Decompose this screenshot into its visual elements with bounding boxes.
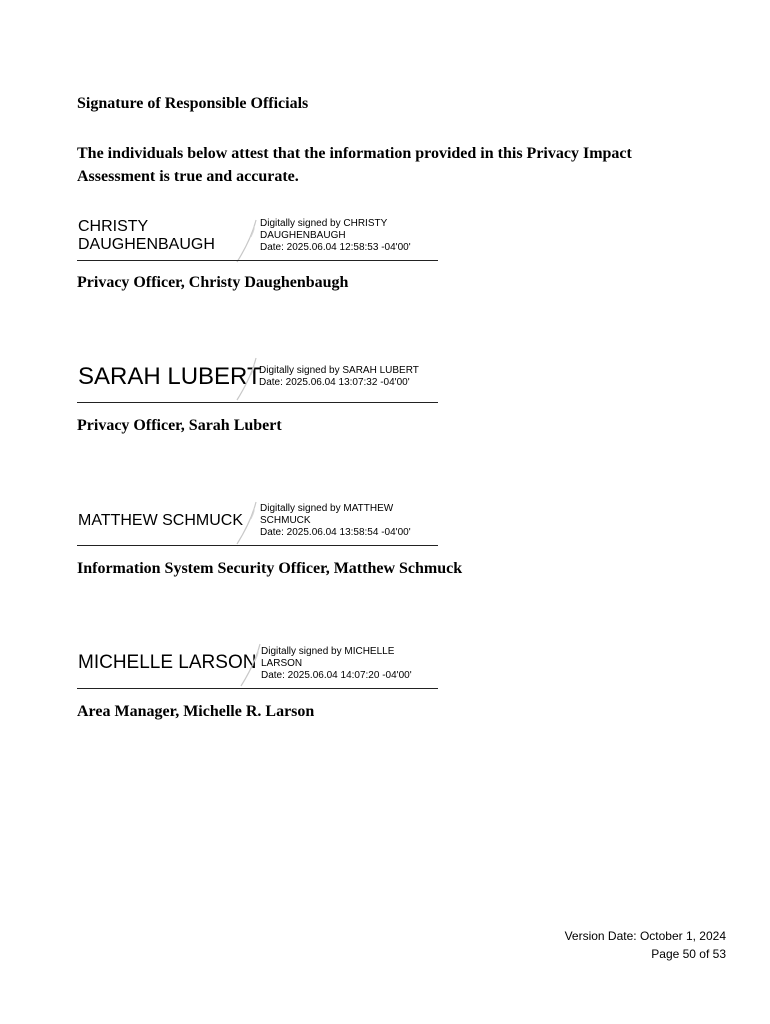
signer-name-line1: CHRISTY — [78, 218, 149, 235]
signed-by-text: Digitally signed by CHRISTY — [260, 218, 388, 229]
signature-date: Date: 2025.06.04 14:07:20 -04'00' — [261, 670, 412, 681]
section-heading: Signature of Responsible Officials — [77, 95, 309, 112]
signed-by-text-cont: DAUGHENBAUGH — [260, 230, 346, 241]
signed-by-text: Digitally signed by SARAH LUBERT — [259, 365, 419, 376]
signature-line — [77, 688, 438, 689]
signature-block-matthew[interactable] — [77, 500, 438, 550]
signature-block-sarah[interactable] — [77, 356, 438, 406]
signature-line — [77, 402, 438, 403]
signature-mark-icon — [233, 356, 259, 402]
signature-block-michelle[interactable] — [77, 642, 438, 692]
page-number: Page 50 of 53 — [651, 947, 726, 961]
signed-by-text-cont: SCHMUCK — [260, 515, 311, 526]
signature-date: Date: 2025.06.04 13:07:32 -04'00' — [259, 377, 410, 388]
signer-title-matthew: Information System Security Officer, Matthew Schmuck — [77, 560, 463, 577]
signed-by-text: Digitally signed by MATTHEW — [260, 503, 394, 514]
signature-mark-icon — [237, 642, 263, 688]
signature-mark-icon — [233, 500, 259, 546]
signer-title-michelle: Area Manager, Michelle R. Larson — [77, 703, 315, 720]
signer-name-line2: DAUGHENBAUGH — [78, 236, 215, 254]
signer-name-line1: MATTHEW SCHMUCK — [78, 512, 244, 529]
attestation-text: The individuals below attest that the information provided in this Privacy Impact Assessment is true and accurate. — [77, 145, 632, 185]
signer-name-line1: MICHELLE LARSON — [78, 652, 257, 673]
signer-title-sarah: Privacy Officer, Sarah Lubert — [77, 417, 282, 434]
signature-date: Date: 2025.06.04 13:58:54 -04'00' — [260, 527, 411, 538]
signer-title-christy: Privacy Officer, Christy Daughenbaugh — [77, 274, 349, 291]
signed-by-text-cont: LARSON — [261, 658, 303, 669]
signature-line — [77, 260, 438, 261]
page-footer — [565, 927, 726, 963]
signed-by-text: Digitally signed by MICHELLE — [261, 646, 395, 657]
signature-block-christy[interactable] — [77, 214, 438, 264]
signer-name-line1: SARAH LUBERT — [78, 363, 262, 390]
signature-date: Date: 2025.06.04 12:58:53 -04'00' — [260, 242, 411, 253]
signature-mark-icon — [233, 218, 259, 264]
signature-line — [77, 545, 438, 546]
version-date: Version Date: October 1, 2024 — [564, 929, 726, 943]
